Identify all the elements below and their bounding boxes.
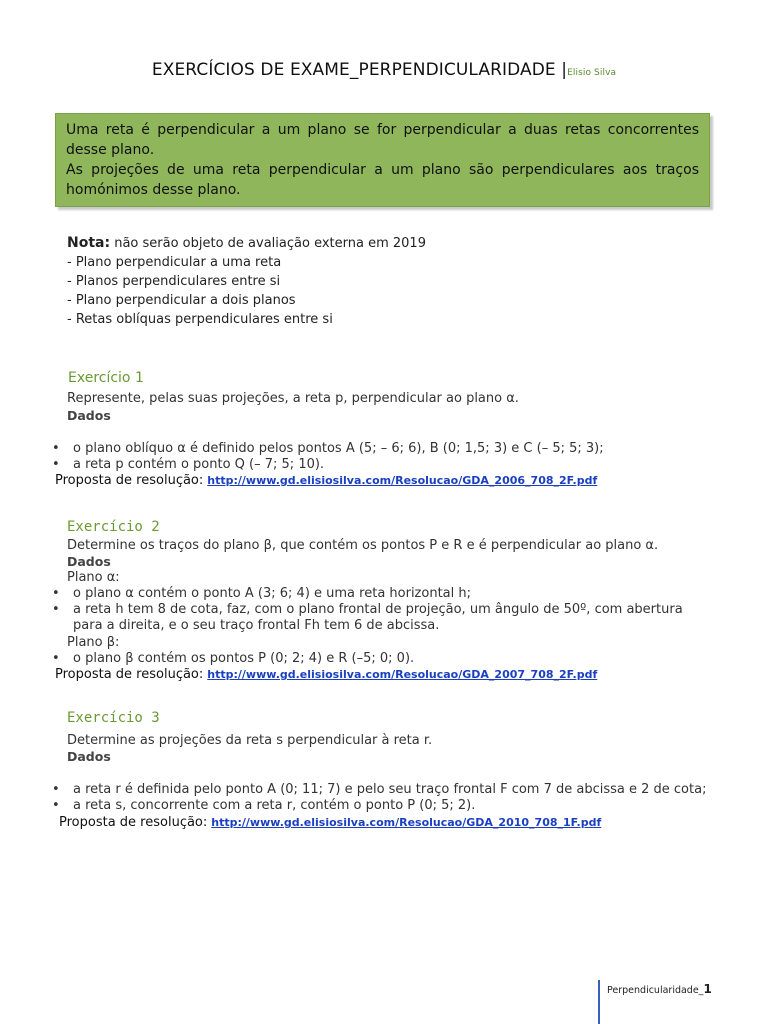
exercise-3-proposal [59,815,601,830]
exercise-1-data-list [55,441,735,473]
document-title: EXERCÍCIOS DE EXAME_PERPENDICULARIDADE | [151,60,568,80]
proposal-label: Proposta de resolução: [55,473,204,488]
list-item: • o plano α contém o ponto A (3; 6; 4) e uma reta horizontal h; [55,586,715,602]
note-item: - Retas oblíquas perpendiculares entre si [67,312,333,327]
proposal-label: Proposta de resolução: [55,667,204,682]
note-item: - Plano perpendicular a dois planos [67,293,296,308]
exercise-2-title: Exercício 2 [67,519,160,535]
definition-paragraph-2: As projeções de uma reta perpendicular a um plano são perpendiculares aos traços homónimos desse plano. [66,162,699,198]
exercise-2-dados: Dados [67,554,111,569]
list-item: • a reta p contém o ponto Q (– 7; 5; 10). [55,457,735,473]
note-item: - Plano perpendicular a uma reta [67,255,282,270]
exercise-2-plane-a-label: Plano α: [67,570,120,585]
footer-label: Perpendicularidade_ [607,985,704,996]
page-number: 1 [703,982,712,996]
note-label: Nota: [67,235,111,251]
note-item: - Planos perpendiculares entre si [67,274,281,289]
exercise-3-data-list [55,782,745,814]
exercise-2-statement: Determine os traços do plano β, que contém os pontos P e R e é perpendicular ao plano α. [67,538,659,553]
exercise-1-dados: Dados [67,408,111,423]
note-section [67,234,426,329]
exercise-3-statement: Determine as projeções da reta s perpendicular à reta r. [67,733,433,748]
list-item: • a reta s, concorrente com a reta r, contém o ponto P (0; 5; 2). [55,798,745,814]
exercise-1-title: Exercício 1 [68,370,144,386]
exercise-2-proposal [55,667,597,682]
list-item: • o plano oblíquo α é definido pelos pontos A (5; – 6; 6), B (0; 1,5; 3) e C (– 5; 5; 3); [55,441,735,457]
exercise-2-plane-a-list [55,586,715,634]
list-item: • a reta h tem 8 de cota, faz, com o plano frontal de projeção, um ângulo de 50º, com abertura para a direita, e o seu traço frontal Fh tem 6 de abcissa. [55,602,715,634]
exercise-3-resolution-link[interactable]: http://www.gd.elisiosilva.com/Resolucao/GDA_2010_708_1F.pdf [211,816,602,829]
author-name: Elisio Silva [567,68,617,78]
exercise-2-resolution-link[interactable]: http://www.gd.elisiosilva.com/Resolucao/GDA_2007_708_2F.pdf [207,668,598,681]
exercise-1-proposal [55,473,597,488]
exercise-2-plane-b-label: Plano β: [67,635,120,650]
note-text: não serão objeto de avaliação externa em 2019 [114,236,426,251]
exercise-3-title: Exercício 3 [67,710,160,726]
page-footer [607,982,712,996]
definition-box [55,113,710,207]
proposal-label: Proposta de resolução: [59,815,208,830]
exercise-3-dados: Dados [67,749,111,764]
exercise-1-statement: Represente, pelas suas projeções, a reta p, perpendicular ao plano α. [67,391,519,406]
page-title [0,60,768,80]
list-item: • o plano β contém os pontos P (0; 2; 4) e R (–5; 0; 0). [55,651,735,667]
list-item: • a reta r é definida pelo ponto A (0; 11; 7) e pelo seu traço frontal F com 7 de abcissa e 2 de cota; [55,782,745,798]
exercise-2-plane-b-list [55,651,735,667]
definition-paragraph-1: Uma reta é perpendicular a um plano se for perpendicular a duas retas concorrentes desse plano. [66,122,699,158]
exercise-1-resolution-link[interactable]: http://www.gd.elisiosilva.com/Resolucao/GDA_2006_708_2F.pdf [207,474,598,487]
footer-divider [598,980,600,1024]
